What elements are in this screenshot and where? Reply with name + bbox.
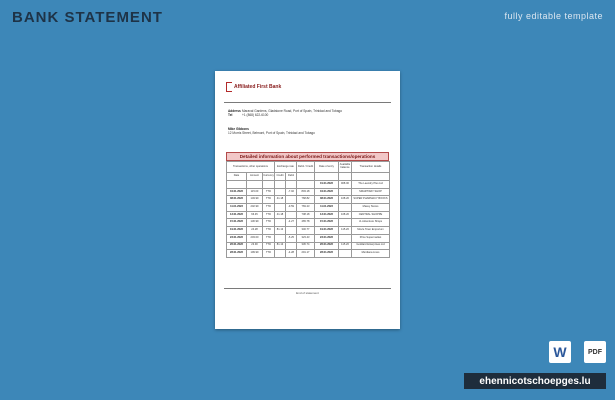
table-row: [227, 242, 390, 250]
table-cell: 26.01.2022: [315, 242, 339, 250]
table-cell: 108.20: [339, 211, 352, 219]
table-cell: Merdiana Lines: [352, 250, 390, 258]
table-cell: [247, 181, 263, 189]
table-cell: [339, 250, 352, 258]
table-cell: 203.00: [247, 234, 263, 242]
table-cell: TTD: [263, 188, 275, 196]
table-cell: 23.01.2022: [315, 234, 339, 242]
table-cell: 81.13: [275, 227, 286, 235]
table-cell: Movie Town Emporium: [352, 227, 390, 235]
blank-cell: [297, 173, 315, 181]
table-cell: 28.01.2022: [227, 250, 247, 258]
table-cell: Massy Stores: [352, 204, 390, 212]
table-cell: [297, 181, 315, 189]
table-cell: TTD: [263, 219, 275, 227]
table-cell: 11.01.2022: [315, 204, 339, 212]
table-cell: TTD: [263, 211, 275, 219]
client-block: [228, 127, 315, 136]
address-label: Address: [228, 109, 241, 113]
blank-cell: [352, 173, 390, 181]
table-cell: 908.00: [339, 181, 352, 189]
table-cell: 769.23: [297, 204, 315, 212]
table-cell: 115.20: [339, 242, 352, 250]
table-cell: 13.01.2022: [227, 211, 247, 219]
transactions-title: Detailed information about performed transactions/operations: [226, 152, 389, 161]
table-cell: 149.99: [247, 196, 263, 204]
table-cell: 336.74: [297, 242, 315, 250]
blank-cell: [315, 173, 339, 181]
table-cell: -4.28: [286, 250, 297, 258]
table-cell: 130.99: [247, 219, 263, 227]
table-cell: [275, 234, 286, 242]
table-cell: Price Supermarket: [352, 234, 390, 242]
table-cell: 23.01.2022: [227, 234, 247, 242]
tel-value: +1 (868) 622-6100: [242, 113, 269, 118]
table-cell: [275, 219, 286, 227]
table-row: [227, 250, 390, 258]
table-row: [227, 227, 390, 235]
table-cell: 23.90: [247, 242, 263, 250]
table-cell: [263, 181, 275, 189]
blank-cell: [339, 173, 352, 181]
table-row: [227, 211, 390, 219]
table-cell: 202.99: [247, 204, 263, 212]
bank-address: [228, 109, 342, 118]
table-cell: [339, 188, 352, 196]
table-cell: 115.20: [339, 227, 352, 235]
table-cell: 11.01.2022: [227, 204, 247, 212]
table-cell: Goddard Enterprises Ltd: [352, 242, 390, 250]
statement-page: [215, 71, 400, 329]
word-file-icon[interactable]: [549, 341, 571, 363]
word-icon-label: W: [553, 344, 567, 360]
table-cell: JL Adventure Shops: [352, 219, 390, 227]
table-cell: [286, 227, 297, 235]
table-cell: 291.17: [297, 250, 315, 258]
table-cell: 28.01.2022: [315, 250, 339, 258]
exchange-header: Exchange rate: [275, 162, 297, 173]
table-cell: 41.18: [275, 211, 286, 219]
table-cell: 04.01.2022: [315, 188, 339, 196]
table-cell: 708.18: [297, 211, 315, 219]
table-cell: SUPER PHARMACY BOOKS: [352, 196, 390, 204]
table-cell: [275, 188, 286, 196]
bank-logo: [226, 82, 281, 92]
table-cell: 19.01.2022: [315, 227, 339, 235]
transaction-header: Transaction details: [352, 162, 390, 173]
table-cell: TTD: [263, 204, 275, 212]
pdf-icon-label: PDF: [588, 348, 602, 356]
table-row: [227, 181, 390, 189]
table-cell: [286, 196, 297, 204]
header-divider: [224, 102, 391, 103]
table-cell: TTD: [263, 196, 275, 204]
table-cell: 15.01.2022: [227, 219, 247, 227]
client-address: 12 Morris Street, Belmont, Port of Spain, Trinidad and Tobago: [228, 131, 315, 136]
table-cell: 323.43: [297, 234, 315, 242]
date-subheader: Date: [227, 173, 247, 181]
table-cell: 108.20: [339, 196, 352, 204]
available-header: Available balance: [339, 162, 352, 173]
editable-subtitle: fully editable template: [504, 11, 603, 21]
table-cell: 115.00: [247, 188, 263, 196]
table-cell: 66.45: [247, 211, 263, 219]
date-of-entry-header: Date of entry: [315, 162, 339, 173]
amount-subheader: Amount: [247, 173, 263, 181]
bank-name: Affiliated First Bank: [234, 84, 282, 90]
table-cell: SMARTWAY SHOP: [352, 188, 390, 196]
tel-label: Tel: [228, 113, 233, 118]
footer-divider: [224, 288, 391, 289]
website-badge[interactable]: ehennicotschoepges.lu: [464, 373, 606, 389]
table-cell: [275, 181, 286, 189]
table-cell: 346.77: [297, 227, 315, 235]
footer-text: End of statement: [296, 291, 319, 295]
table-cell: 41.18: [275, 196, 286, 204]
table-row: [227, 204, 390, 212]
debit-subheader: Debit: [286, 173, 297, 181]
table-cell: [227, 181, 247, 189]
table-cell: 26.01.2022: [227, 242, 247, 250]
table-cell: 768.82: [297, 196, 315, 204]
table-cell: [286, 181, 297, 189]
credit-subheader: Credit: [275, 173, 286, 181]
table-row: [227, 234, 390, 242]
table-cell: TTD: [263, 227, 275, 235]
table-row: [227, 219, 390, 227]
table-cell: -5.25: [286, 234, 297, 242]
table-cell: TTD: [263, 242, 275, 250]
table-cell: 08.01.2022: [315, 196, 339, 204]
table-cell: 13.01.2022: [315, 211, 339, 219]
pdf-file-icon[interactable]: [584, 341, 606, 363]
client-name: Mike Gibbons: [228, 127, 249, 131]
address-value: Maraval Gardens, Gladstone Road, Port of Spain, Trinidad and Tobago: [242, 109, 343, 113]
statement-title: BANK STATEMENT: [12, 9, 163, 26]
table-row: [227, 188, 390, 196]
table-cell: TTD: [263, 250, 275, 258]
table-cell: 04.01.2022: [227, 188, 247, 196]
table-cell: 24.28: [247, 227, 263, 235]
table-row: [227, 196, 390, 204]
table-header-row: [227, 162, 390, 173]
bank-logo-icon: [226, 82, 232, 92]
table-cell: 465.78: [297, 219, 315, 227]
table-cell: [275, 204, 286, 212]
table-cell: [275, 250, 286, 258]
table-cell: 08.01.2022: [227, 196, 247, 204]
table-cell: 01.01.2022: [315, 181, 339, 189]
table-cell: -9.59: [286, 204, 297, 212]
debit-credit-header: Debit / Credit: [297, 162, 315, 173]
table-cell: 15.01.2022: [315, 219, 339, 227]
table-cell: [286, 242, 297, 250]
table-cell: -7.02: [286, 188, 297, 196]
currency-subheader: Currency: [263, 173, 275, 181]
table-subheader-row: [227, 173, 390, 181]
table-cell: [339, 234, 352, 242]
group-header: Transactions, other operations: [227, 162, 275, 173]
table-cell: -4.27: [286, 219, 297, 227]
table-cell: CENTRAL SHOPPE: [352, 211, 390, 219]
table-cell: [286, 211, 297, 219]
table-cell: 199.99: [247, 250, 263, 258]
table-cell: 19.01.2022: [227, 227, 247, 235]
table-cell: [339, 219, 352, 227]
table-cell: [339, 204, 352, 212]
table-cell: TTD: [263, 234, 275, 242]
table-cell: 803.18: [297, 188, 315, 196]
transactions-table: [226, 161, 389, 258]
table-cell: The Laundry Plus Ltd: [352, 181, 390, 189]
table-cell: 81.13: [275, 242, 286, 250]
